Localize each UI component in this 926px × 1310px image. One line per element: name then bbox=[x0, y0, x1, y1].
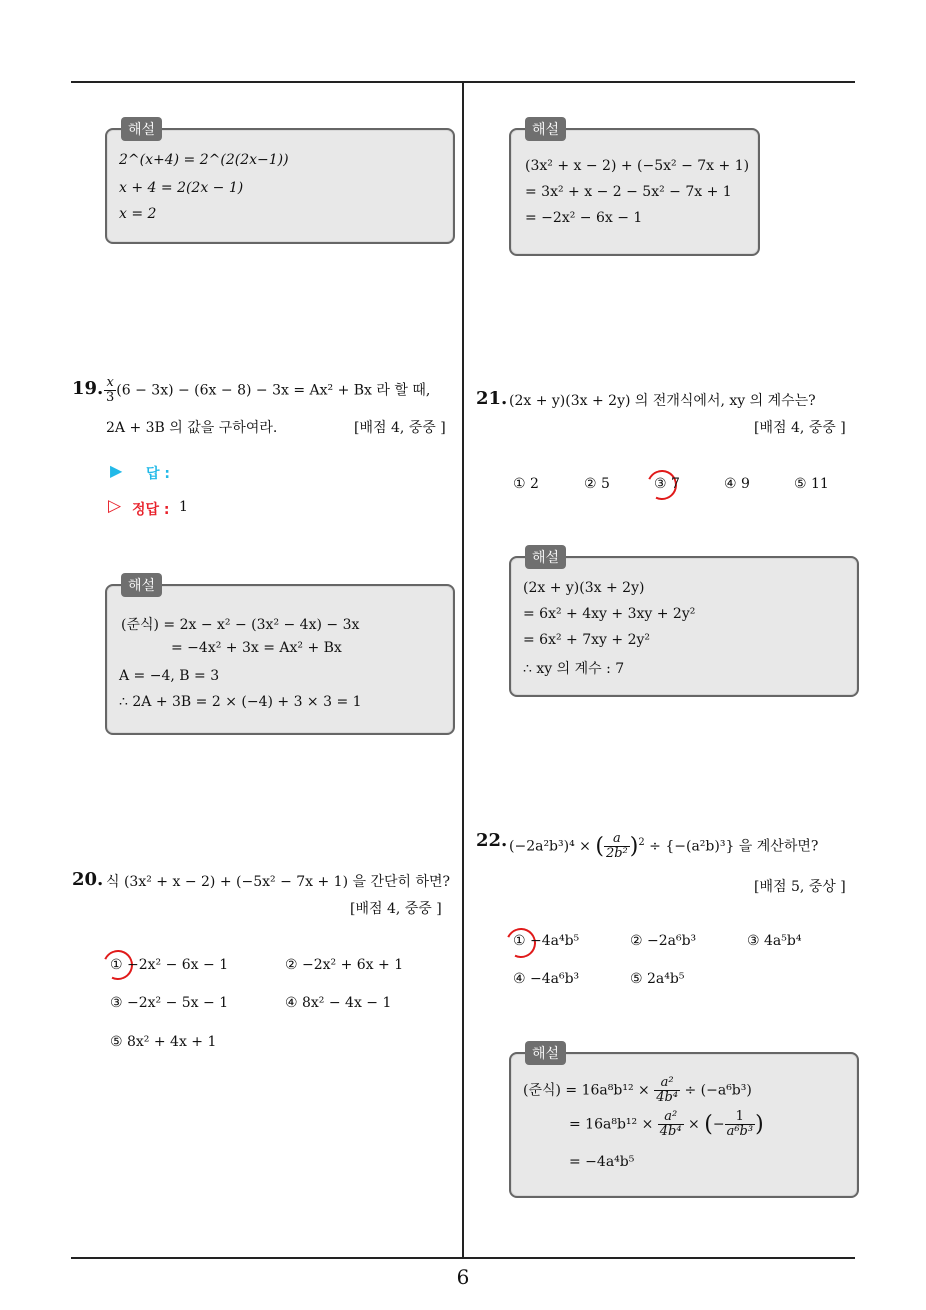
choice-1[interactable]: ① −4a⁴b⁵ bbox=[513, 933, 580, 949]
choice-4[interactable]: ④ 8x² − 4x − 1 bbox=[285, 995, 392, 1011]
correct-arrow-icon: ▷ bbox=[108, 496, 122, 516]
question-meta: [배점 4, 중중 ] bbox=[350, 901, 442, 917]
question-line2: 2A + 3B 의 값을 구하여라. bbox=[106, 420, 278, 436]
question-number: 19. bbox=[72, 378, 104, 399]
solution-line: = −4a⁴b⁵ bbox=[569, 1154, 635, 1170]
q20-solution-box bbox=[509, 122, 760, 256]
choice-4[interactable]: ④ −4a⁶b³ bbox=[513, 971, 580, 987]
solution-line: x = 2 bbox=[119, 206, 157, 222]
question-text-prefix: (−2a²b³)⁴ × bbox=[509, 838, 591, 855]
question-number: 22. bbox=[476, 830, 508, 851]
question-meta: [배점 4, 중중 ] bbox=[354, 420, 446, 436]
bottom-rule bbox=[71, 1257, 855, 1259]
solution-tag: 해설 bbox=[525, 117, 566, 141]
choice-3[interactable]: ③ 7 bbox=[654, 476, 680, 492]
choice-5[interactable]: ⑤ 8x² + 4x + 1 bbox=[110, 1034, 217, 1050]
question-number: 21. bbox=[476, 388, 508, 409]
choice-1[interactable]: ① −2x² − 6x − 1 bbox=[110, 957, 229, 973]
choice-1[interactable]: ① 2 bbox=[513, 476, 539, 492]
solution-line: = 6x² + 4xy + 3xy + 2y² bbox=[523, 606, 696, 622]
question-number: 20. bbox=[72, 869, 104, 890]
fraction: $\frac{x}{3}$ bbox=[106, 375, 115, 405]
q18-solution-box bbox=[105, 122, 455, 244]
answer-arrow-icon: ▶ bbox=[110, 461, 123, 480]
solution-line: (2x + y)(3x + 2y) bbox=[523, 580, 645, 596]
question-text: (2x + y)(3x + 2y) 의 전개식에서, xy 의 계수는? bbox=[509, 393, 816, 409]
solution-tag: 해설 bbox=[121, 117, 162, 141]
solution-line: = 6x² + 7xy + 2y² bbox=[523, 632, 650, 648]
q21-solution-box bbox=[509, 550, 859, 697]
fraction: $\frac{\text{a²}}{\text{4b⁴}}$ bbox=[659, 1109, 682, 1139]
fraction: $\frac{a}{\text{2b²}}$ bbox=[605, 831, 628, 861]
answer-label: 답 : bbox=[146, 466, 170, 482]
question-text: 식 (3x² + x − 2) + (−5x² − 7x + 1) 을 간단히 하면? bbox=[106, 874, 451, 890]
solution-line: = 16a⁸b¹² × $\frac{\text{a²}}{\text{4b⁴}}$ × (− $\frac{1}{\text{a⁶b³}}$ ) bbox=[569, 1109, 764, 1139]
correct-value: 1 bbox=[179, 499, 188, 515]
solution-line: ∴ 2A + 3B = 2 × (−4) + 3 × 3 = 1 bbox=[119, 694, 362, 710]
choice-5[interactable]: ⑤ 2a⁴b⁵ bbox=[630, 971, 685, 987]
question-line1: (6 − 3x) − (6x − 8) − 3x = Ax² + Bx 라 할 때, bbox=[116, 382, 431, 399]
fraction: $\frac{\text{a²}}{\text{4b⁴}}$ bbox=[656, 1075, 679, 1105]
question-meta: [배점 5, 중상 ] bbox=[754, 879, 846, 895]
question-text: (−2a²b³)⁴ × ( $\frac{a}{\text{2b²}}$ )$^2$ ÷ {−(a²b)³} 을 계산하면? bbox=[509, 831, 819, 861]
question-text-suffix: ÷ {−(a²b)³} 을 계산하면? bbox=[649, 838, 819, 855]
solution-line: = −2x² − 6x − 1 bbox=[525, 210, 643, 226]
choice-2[interactable]: ② −2x² + 6x + 1 bbox=[285, 957, 404, 973]
page-number: 6 bbox=[456, 1265, 470, 1289]
choice-4[interactable]: ④ 9 bbox=[724, 476, 750, 492]
choice-3[interactable]: ③ −2x² − 5x − 1 bbox=[110, 995, 229, 1011]
solution-line: ∴ xy 의 계수 : 7 bbox=[523, 661, 625, 677]
column-divider bbox=[462, 83, 464, 1258]
solution-tag: 해설 bbox=[525, 1041, 566, 1065]
solution-line: = −4x² + 3x = Ax² + Bx bbox=[171, 640, 342, 656]
solution-tag: 해설 bbox=[121, 573, 162, 597]
choice-2[interactable]: ② −2a⁶b³ bbox=[630, 933, 697, 949]
q19-solution-box bbox=[105, 578, 455, 735]
solution-line: (3x² + x − 2) + (−5x² − 7x + 1) bbox=[525, 158, 750, 174]
solution-line: (준식) = 16a⁸b¹² × $\frac{\text{a²}}{\text{4b⁴}}$ ÷ (−a⁶b³) bbox=[523, 1075, 752, 1105]
solution-line: 2^(x+4) = 2^(2(2x−1)) bbox=[119, 152, 289, 168]
solution-line: x + 4 = 2(2x − 1) bbox=[119, 180, 244, 196]
question-meta: [배점 4, 중중 ] bbox=[754, 420, 846, 436]
solution-line: A = −4, B = 3 bbox=[119, 668, 220, 684]
correct-label: 정답 : bbox=[132, 502, 170, 518]
solution-line: (준식) = 2x − x² − (3x² − 4x) − 3x bbox=[121, 617, 360, 633]
question-text bbox=[104, 376, 430, 405]
q22-solution-box bbox=[509, 1046, 859, 1198]
solution-line: = 3x² + x − 2 − 5x² − 7x + 1 bbox=[525, 184, 732, 200]
choice-3[interactable]: ③ 4a⁵b⁴ bbox=[747, 933, 802, 949]
choice-5[interactable]: ⑤ 11 bbox=[794, 476, 829, 492]
fraction: $\frac{1}{\text{a⁶b³}}$ bbox=[726, 1109, 754, 1139]
solution-tag: 해설 bbox=[525, 545, 566, 569]
choice-2[interactable]: ② 5 bbox=[584, 476, 610, 492]
